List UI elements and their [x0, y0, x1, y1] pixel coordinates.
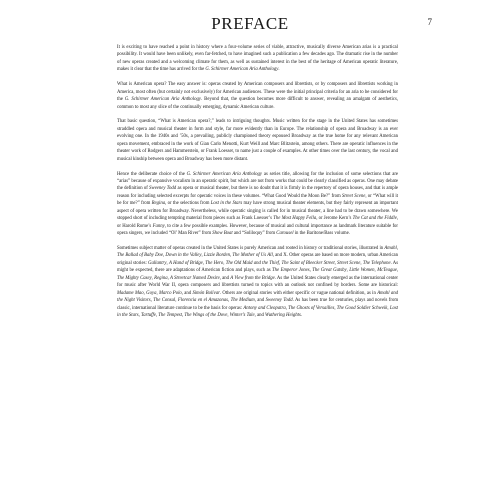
text-run: What is American opera? The easy answer is: operas created by American composers and librettists, or by composers and librettists working in America, most often (but certainly not exclusively) for American audiences. These were the initial principal criteria for an aria to be considered for the	[117, 82, 398, 103]
text-run: , and	[219, 275, 231, 281]
text-run: ,	[143, 290, 147, 296]
text-run: It is exciting to have reached a point in history where a four-volume series of viable, attractive, musically diverse American arias is a practical possibility. It would have been unlikely, even far-fetched, to have imagined such a publication a few decades ago. The dramatic rise in the number of new operas created and a welcoming climate for them, as well as sustained interest in the best of the heritage of American operatic literature, makes it clear that the time has arrived for the	[117, 45, 398, 73]
italic-title: Gallantry	[148, 260, 167, 266]
text-run: Hence the deliberate choice of the	[117, 171, 187, 177]
italic-title: Sweeney Todd	[149, 186, 177, 192]
page-number: 7	[427, 17, 432, 27]
text-run: ,	[181, 313, 185, 319]
italic-title: The Mother of Us All	[232, 253, 273, 259]
italic-title: Winter’s Tale	[229, 313, 255, 319]
italic-title: Sweeney Todd	[265, 298, 293, 304]
paragraph-4	[117, 171, 398, 238]
text-run: .	[300, 313, 302, 319]
italic-title: Florencia en el Amazonas	[177, 298, 228, 304]
preface-body	[117, 44, 398, 320]
italic-title: The Consul	[153, 298, 176, 304]
paragraph-5	[117, 245, 398, 320]
text-run: ,	[223, 260, 226, 266]
text-run: ,	[346, 268, 350, 274]
text-run: ,	[175, 298, 178, 304]
text-run: in the Baritone/Bass volume.	[293, 231, 350, 237]
text-run: , and	[254, 298, 266, 304]
text-run: . Others are original stories with either specific or vague national definition, as in	[219, 290, 378, 296]
text-run: . As the United States clearly emerged as the international center for music after World War II, opera composers and librettists turned to topics with an outlook not confined by borders. Some are historical:	[117, 275, 399, 289]
italic-title: The Mighty Casey	[117, 275, 152, 281]
italic-title: Regina	[151, 201, 166, 207]
text-run: ,	[396, 245, 398, 251]
text-run: may have strong musical theater elements, but they fairly represent an important aspect of opera written for Broadway. Nevertheless, while operatic singing is called for in musical theater, a line had to be drawn somewhere. We stopped short of including tempting material from pieces such as Frank Loesser’s	[117, 201, 398, 222]
italic-title: The Tempest	[158, 313, 182, 319]
text-run: ,	[230, 253, 233, 259]
text-run: ,	[387, 305, 390, 311]
page-header	[0, 14, 500, 36]
italic-title: The Good Soldier Schweik	[336, 305, 388, 311]
text-run: and “Soliloquy” from	[232, 231, 277, 237]
italic-title: Amahl	[384, 245, 397, 251]
italic-title: Goya	[146, 290, 157, 296]
italic-title: Regina	[154, 275, 168, 281]
text-run: ,	[309, 268, 313, 274]
italic-title: The Old Maid and the Thief	[225, 260, 280, 266]
text-run: ,	[156, 290, 159, 296]
italic-title: A View from the Bridge	[230, 275, 275, 281]
paragraph-3	[117, 118, 398, 163]
text-run: .	[278, 67, 280, 73]
text-run: ,	[227, 298, 231, 304]
italic-title: The Saint of Bleecker Street	[281, 260, 335, 266]
text-run: ,	[285, 305, 289, 311]
italic-title: Carousel	[276, 231, 294, 237]
italic-title: McTeague	[377, 268, 397, 274]
text-run: ,	[151, 275, 155, 281]
text-run: ,	[163, 253, 166, 259]
italic-title: Wuthering Heights	[265, 313, 301, 319]
italic-title: Marco Polo	[158, 290, 182, 296]
italic-title: Down in the Valley	[165, 253, 202, 259]
text-run: . Beyond that, the question becomes more difficult to answer, revealing an amalgam of aesthetics, common to most any slice of the continually emerging, dynamic American culture.	[117, 97, 398, 110]
text-run: ,	[227, 313, 230, 319]
text-run: , and X. Other operas are based on more modern, urban American original stories:	[117, 253, 399, 266]
text-run: ,	[202, 260, 206, 266]
italic-title: Street Scene	[337, 260, 361, 266]
text-run: , or Jerome Kern’s	[316, 216, 353, 222]
italic-title: Lost in the Stars	[210, 201, 243, 207]
italic-title: G. Schirmer American Aria Anthology	[186, 171, 263, 177]
page-title: PREFACE	[211, 14, 289, 33]
italic-title: Show Boat	[212, 231, 233, 237]
text-run: ,	[374, 268, 378, 274]
italic-title: A Hand of Bridge	[168, 260, 203, 266]
text-run: ,	[138, 313, 142, 319]
text-run: ,	[166, 260, 169, 266]
text-run: ,	[334, 305, 337, 311]
italic-title: G. Schirmer American Aria Anthology	[124, 97, 201, 103]
text-run: . As has been true for centuries, plays and novels from classic, international literature continue to be the basis for operas:	[117, 298, 399, 311]
text-run: ,	[334, 260, 338, 266]
paragraph-1	[117, 44, 398, 74]
italic-title: The Wings of the Dove	[184, 313, 228, 319]
italic-title: The Medium	[230, 298, 255, 304]
text-run: , or the selections from	[165, 201, 211, 207]
text-run: ,	[279, 260, 282, 266]
italic-title: Street Scene	[342, 193, 366, 199]
text-run: ,	[396, 268, 398, 274]
italic-title: Lizzie Borden	[203, 253, 230, 259]
italic-title: The Ghosts of Versailles	[288, 305, 335, 311]
italic-title: Amahl and the Night Visitors	[117, 290, 399, 304]
text-run: as series title, allowing for the inclusion of some selections that are “arias” because of expansive vocalism in an operatic spirit, but which are not from works that could be clearly classified as operas. One may debate the definition of	[117, 171, 399, 192]
italic-title: G. Schirmer American Aria Anthology	[205, 67, 279, 73]
text-run: as opera or musical theater, but there is no doubt that it is firmly in the repertory of opera houses, and that is ample reason for including selected excerpts for operatic voices in these volumes. “What Good Would the Moon Be?” from	[117, 186, 399, 199]
italic-title: Fanny	[152, 223, 165, 229]
text-run: , or “What will it be for me?” from	[117, 193, 398, 207]
italic-title: Little Women	[349, 268, 375, 274]
text-run: ,	[360, 260, 363, 266]
text-run: . As might be expected, there are adaptations of American fiction and plays, such as	[117, 260, 399, 274]
italic-title: Tartuffe	[141, 313, 156, 319]
italic-title: Simón Bolívar	[192, 290, 220, 296]
text-run: , and	[254, 313, 266, 319]
italic-title: The Most Happy Fella	[273, 216, 317, 222]
text-run: , and	[181, 290, 193, 296]
italic-title: The Emperor Jones	[272, 268, 310, 274]
italic-title: The Great Gatsby	[312, 268, 347, 274]
italic-title: The Cat and the Fiddle	[352, 216, 397, 222]
paragraph-2	[117, 81, 398, 111]
text-run: That basic question, “What is American opera?,” leads to intriguing thoughts. Music written for the stage in the United States has sometimes straddled opera and musical theater in form and style, far more evidently than in Europe. The relationship of opera and Broadway is an ever evolving one. In the 1940s and ’50s, a prevailing, publicly championed theory espoused Broadway as the true home for any relevant American opera movement, embraced in the work of Gian Carlo Menotti, Kurt Weill and Marc Blitzstein, among others. There are operatic influences in the theater work of Rodgers and Hammerstein, or Frank Loesser, to name just a couple of examples. At other times over the last century, the vocal and musical kinship between opera and Broadway has been more distant.	[117, 119, 398, 162]
italic-title: The Ballad of Baby Doe	[117, 253, 163, 259]
text-run: , to cite a few possible examples. However, because of musical and cultural importance as landmark literature suitable for opera singers, we included “Ol’ Man River” from	[117, 223, 398, 237]
italic-title: The Telephone	[362, 260, 391, 266]
italic-title: The Hero	[205, 260, 224, 266]
italic-title: Madame Mao	[117, 290, 144, 296]
text-run: Sometimes subject matter of operas created in the United States is purely American and rooted in history or traditional stories, illustrated in	[117, 245, 385, 251]
text-run: ,	[155, 313, 159, 319]
text-run: , or Harold Rome’s	[117, 216, 398, 229]
italic-title: Antony and Cleopatra	[243, 305, 286, 311]
italic-title: A Streetcar Named Desire	[170, 275, 220, 281]
text-run: ,	[201, 253, 204, 259]
italic-title: Lost in the Stars	[117, 305, 398, 319]
text-run: ,	[167, 275, 171, 281]
text-run: ,	[150, 298, 154, 304]
